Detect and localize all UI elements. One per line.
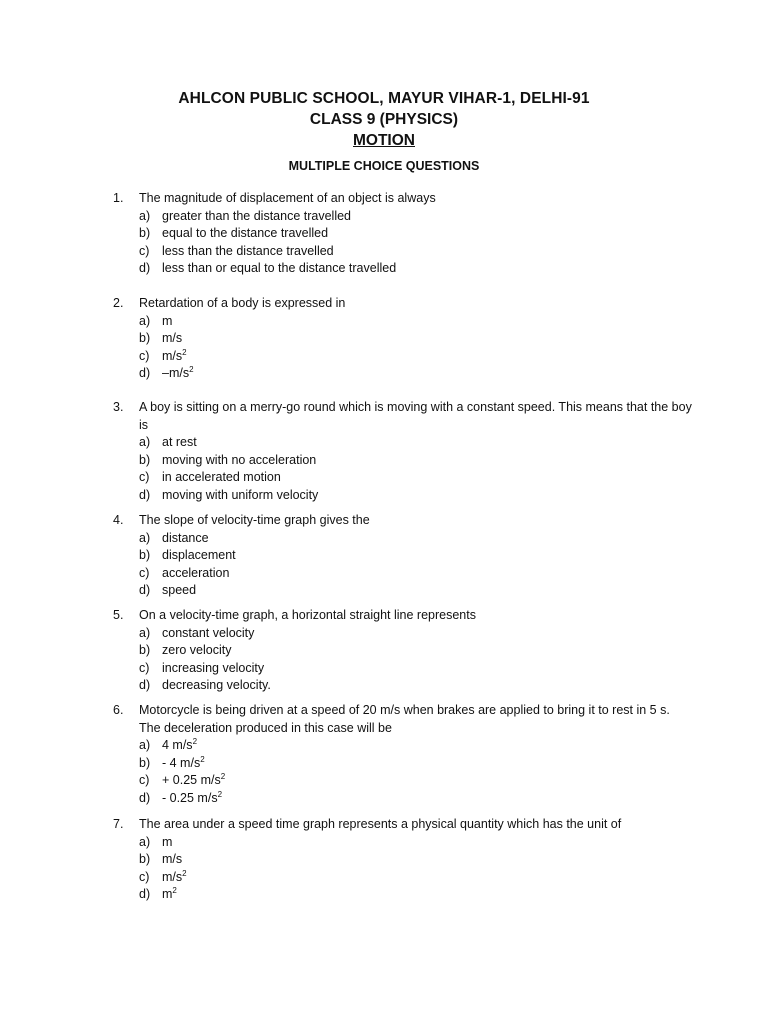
option-text: less than or equal to the distance travelled	[162, 261, 397, 275]
option-label: c)	[139, 869, 150, 884]
option-a	[113, 434, 693, 452]
option-c	[113, 348, 693, 366]
question-text: The area under a speed time graph represents a physical quantity which has the unit of	[139, 817, 622, 831]
question-text: Retardation of a body is expressed in	[139, 296, 346, 310]
question-5	[113, 607, 693, 695]
option-exponent: 2	[172, 886, 177, 895]
option-d	[113, 365, 693, 383]
option-a	[113, 530, 693, 548]
option-label: d)	[139, 887, 151, 901]
question-7	[113, 816, 693, 904]
option-label: c)	[139, 660, 150, 675]
option-label: d)	[139, 487, 151, 502]
option-label: b)	[139, 755, 151, 770]
option-label: c)	[139, 565, 150, 580]
question-stem	[113, 295, 693, 313]
option-text: constant velocity	[162, 625, 255, 640]
option-label: b)	[139, 226, 151, 240]
option-label: a)	[139, 313, 151, 328]
document-header	[0, 88, 768, 175]
option-a	[113, 208, 693, 226]
option-d	[113, 790, 693, 808]
option-text: equal to the distance travelled	[162, 226, 329, 240]
option-text: - 4 m/s	[162, 755, 201, 770]
question-6	[113, 702, 693, 807]
question-number: 4.	[113, 513, 124, 527]
option-text: speed	[162, 583, 197, 597]
option-text: 4 m/s	[162, 738, 193, 752]
option-b	[113, 642, 693, 660]
chapter-title: MOTION	[353, 132, 415, 149]
option-text: m/s	[162, 348, 183, 363]
question-stem	[113, 399, 693, 434]
option-text: moving with uniform velocity	[162, 487, 319, 502]
option-d	[113, 582, 693, 600]
option-text: moving with no acceleration	[162, 452, 317, 467]
option-b	[113, 755, 693, 773]
option-text: m/s	[162, 852, 183, 866]
option-a	[113, 737, 693, 755]
option-text: less than the distance travelled	[162, 243, 334, 258]
option-label: d)	[139, 366, 151, 380]
option-label: d)	[139, 583, 151, 597]
question-1	[113, 190, 693, 278]
school-name: AHLCON PUBLIC SCHOOL, MAYUR VIHAR-1, DELHI-91	[178, 90, 590, 107]
option-exponent: 2	[220, 772, 226, 781]
question-stem	[113, 512, 693, 530]
option-label: c)	[139, 243, 150, 258]
option-exponent: 2	[189, 365, 194, 374]
option-text: greater than the distance travelled	[162, 208, 352, 223]
option-c	[113, 660, 693, 678]
option-text: m/s	[162, 331, 183, 345]
option-exponent: 2	[182, 868, 187, 878]
option-a	[113, 313, 693, 331]
option-a	[113, 834, 693, 852]
option-label: b)	[139, 331, 151, 345]
question-stem	[113, 190, 693, 208]
question-text: The slope of velocity-time graph gives the	[139, 513, 370, 527]
option-label: c)	[139, 773, 150, 787]
option-exponent: 2	[192, 737, 198, 746]
option-label: d)	[139, 261, 151, 275]
option-text: m/s	[162, 869, 183, 884]
option-label: a)	[139, 530, 151, 545]
question-number: 5.	[113, 608, 124, 622]
question-number: 2.	[113, 296, 124, 310]
option-exponent: 2	[200, 754, 205, 764]
section-title: MULTIPLE CHOICE QUESTIONS	[288, 159, 480, 173]
class-title: CLASS 9 (PHYSICS)	[309, 111, 459, 128]
option-label: b)	[139, 643, 151, 657]
option-c	[113, 565, 693, 583]
option-c	[113, 469, 693, 487]
option-text: –m/s	[162, 366, 190, 380]
option-label: a)	[139, 208, 151, 223]
option-text: - 0.25 m/s	[162, 790, 218, 805]
option-label: b)	[139, 852, 151, 866]
option-b	[113, 330, 693, 348]
option-label: a)	[139, 738, 151, 752]
question-stem	[113, 607, 693, 625]
option-b	[113, 452, 693, 470]
option-text: at rest	[162, 435, 197, 449]
option-label: b)	[139, 548, 151, 562]
option-c	[113, 869, 693, 887]
option-text: in accelerated motion	[162, 470, 281, 484]
question-2	[113, 295, 693, 383]
option-label: d)	[139, 790, 151, 805]
option-label: a)	[139, 625, 151, 640]
option-label: a)	[139, 435, 151, 449]
question-text: On a velocity-time graph, a horizontal straight line represents	[139, 608, 476, 622]
option-text: displacement	[162, 548, 236, 562]
question-text: The magnitude of displacement of an object is always	[139, 191, 436, 205]
option-a	[113, 625, 693, 643]
question-4	[113, 512, 693, 600]
option-label: a)	[139, 834, 151, 849]
option-text: acceleration	[162, 565, 230, 580]
question-number: 1.	[113, 191, 124, 205]
question-3	[113, 399, 693, 504]
question-stem	[113, 702, 693, 737]
question-number: 3.	[113, 400, 124, 414]
option-text: zero velocity	[162, 643, 232, 657]
option-b	[113, 851, 693, 869]
option-text: distance	[162, 530, 209, 545]
option-label: d)	[139, 678, 151, 692]
question-text: A boy is sitting on a merry-go round which is moving with a constant speed. This means that the boy is	[139, 400, 692, 432]
option-text: m	[162, 834, 173, 849]
question-stem	[113, 816, 693, 834]
option-b	[113, 225, 693, 243]
option-exponent: 2	[182, 347, 187, 357]
option-text: increasing velocity	[162, 660, 265, 675]
option-d	[113, 677, 693, 695]
option-d	[113, 886, 693, 904]
option-label: c)	[139, 470, 150, 484]
question-number: 7.	[113, 817, 124, 831]
option-text: decreasing velocity.	[162, 678, 271, 692]
question-text: Motorcycle is being driven at a speed of 20 m/s when brakes are applied to bring it to rest in 5 s. The deceleration produced in this case will be	[139, 703, 670, 735]
option-exponent: 2	[217, 789, 223, 799]
option-c	[113, 243, 693, 261]
option-d	[113, 487, 693, 505]
option-text: m	[162, 887, 173, 901]
option-b	[113, 547, 693, 565]
option-label: b)	[139, 452, 151, 467]
option-label: c)	[139, 348, 150, 363]
option-d	[113, 260, 693, 278]
question-number: 6.	[113, 703, 124, 717]
option-c	[113, 772, 693, 790]
option-text: m	[162, 313, 173, 328]
option-text: + 0.25 m/s	[162, 773, 221, 787]
